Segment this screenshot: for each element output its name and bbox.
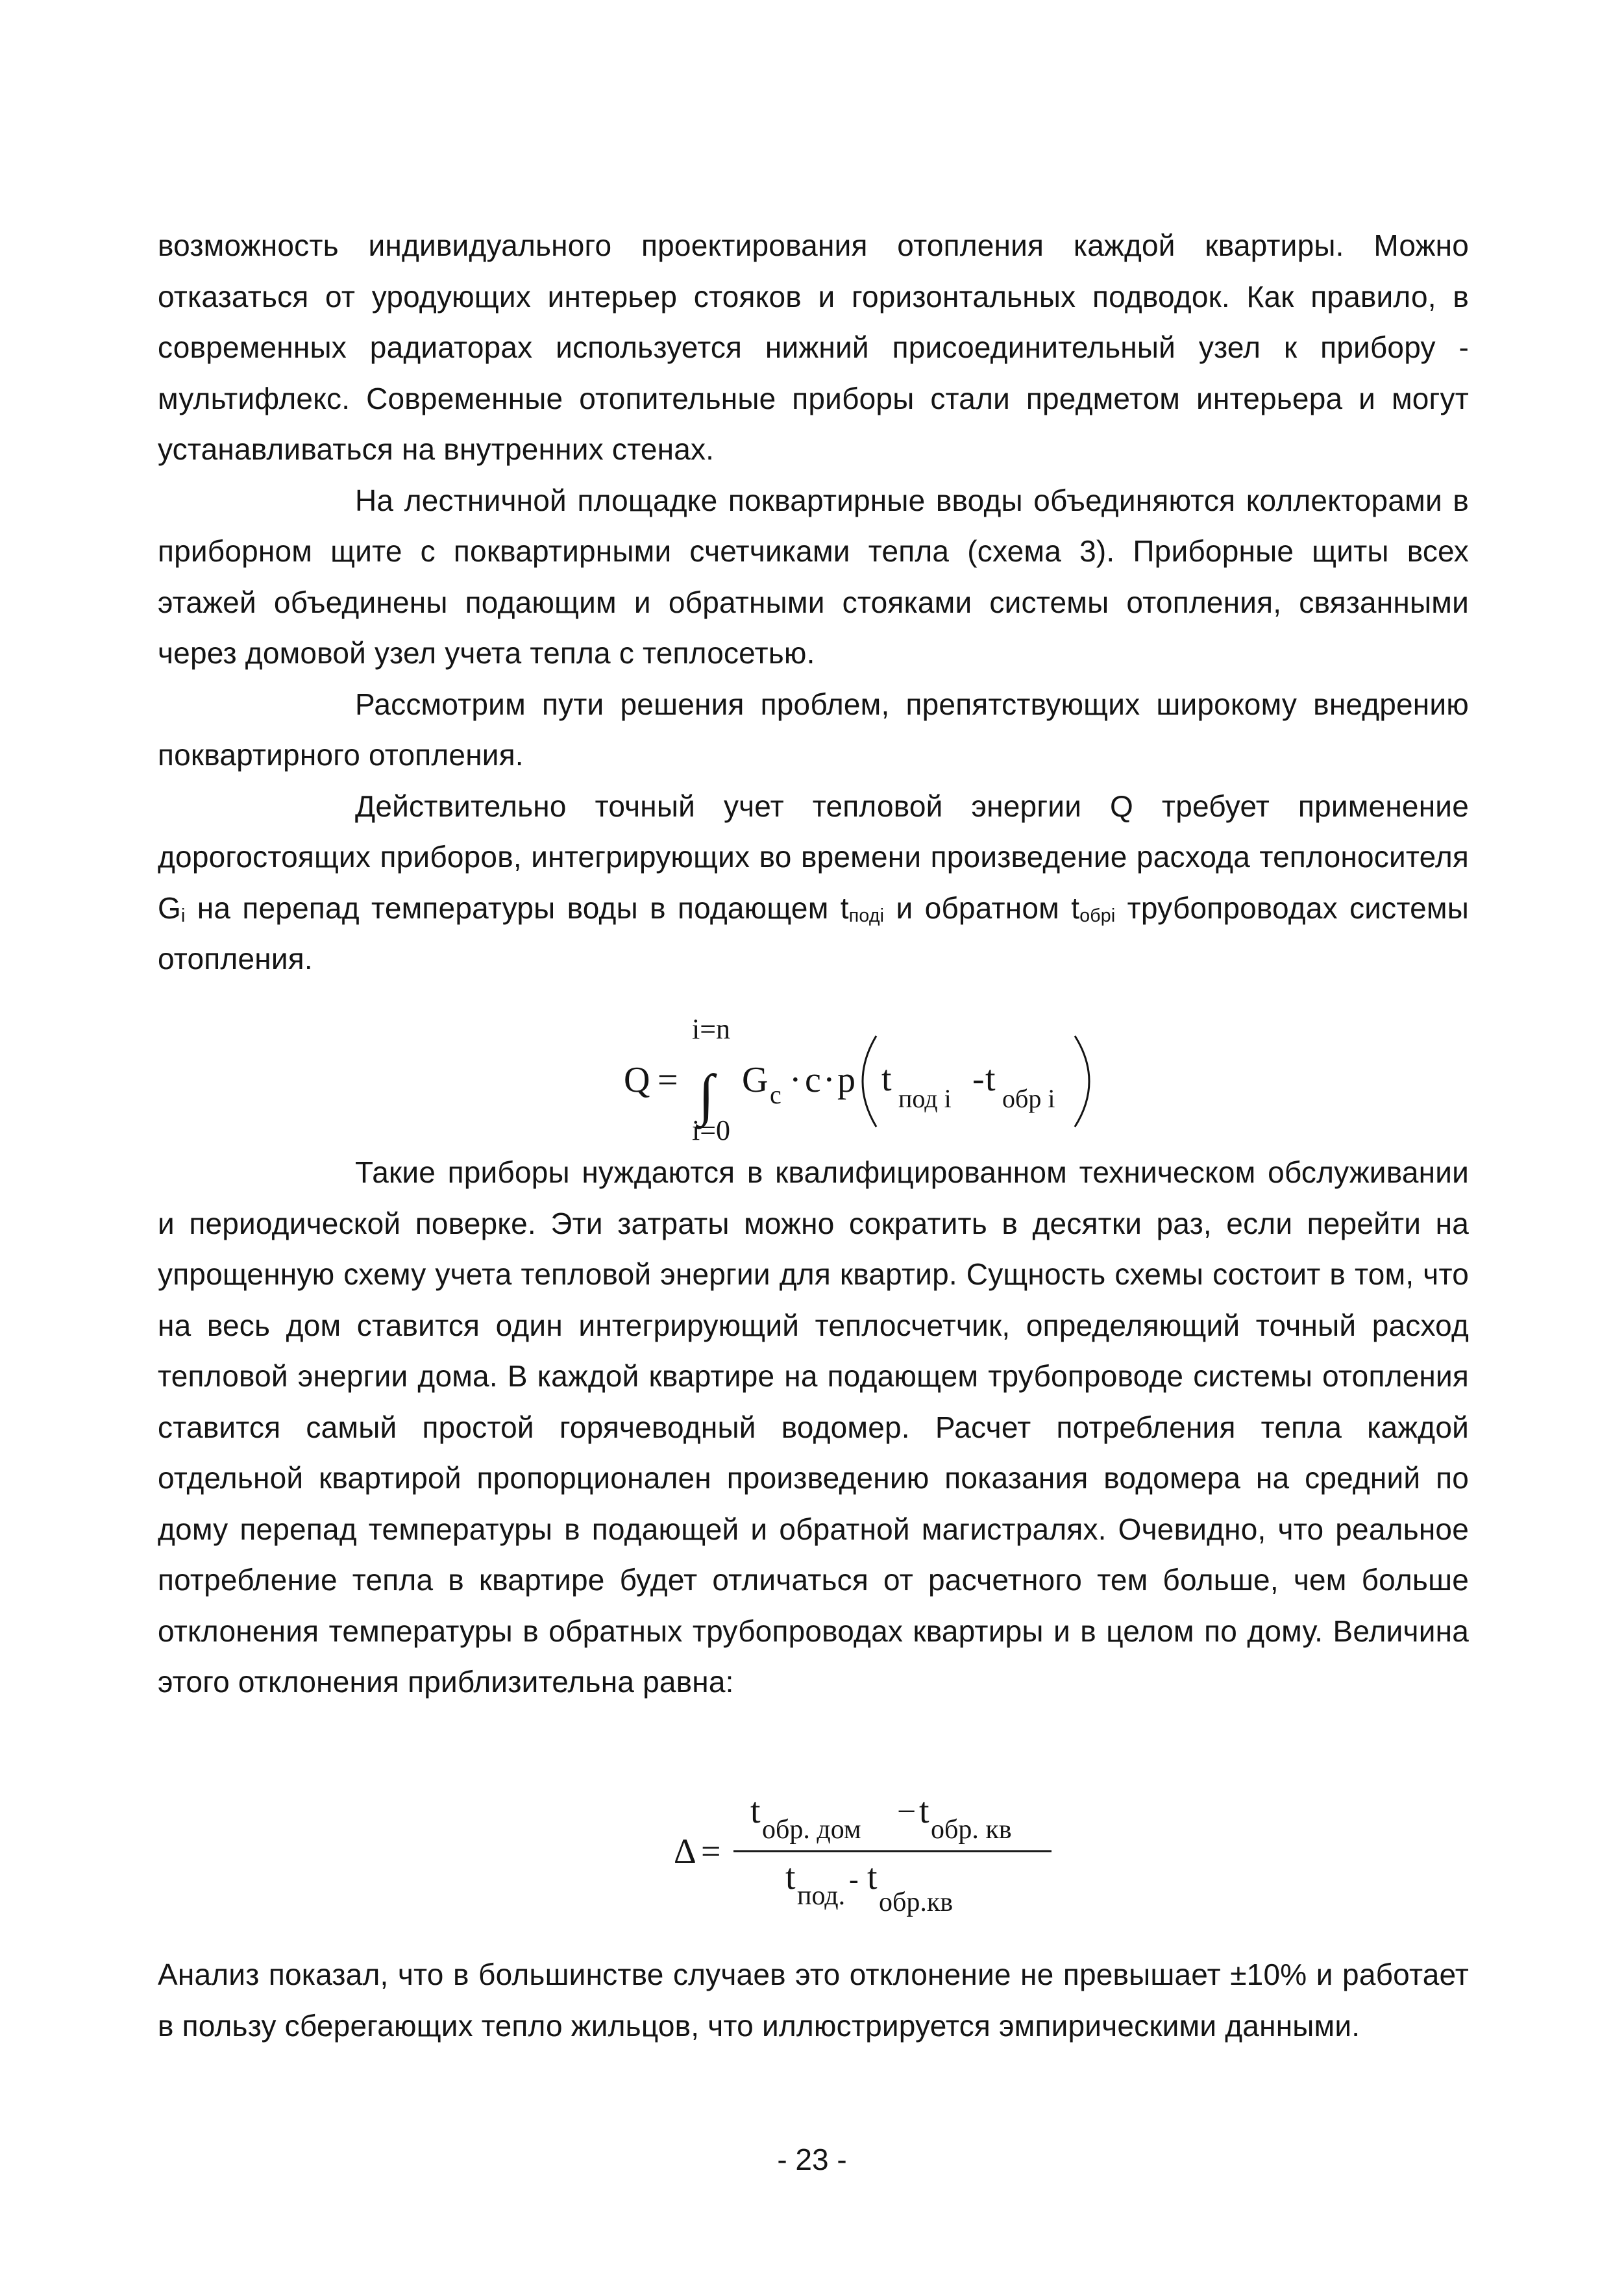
formula1-equals: = — [658, 1060, 678, 1100]
paragraph-3: Рассмотрим пути решения проблем, препятствующих широкому внедрению поквартирного отопления. — [158, 687, 1469, 772]
formula1-dot-2: · — [823, 1060, 835, 1100]
formula2-num-t2: t — [919, 1791, 929, 1831]
formula2-den-t1-sub: под. — [797, 1881, 846, 1911]
formula1-g-sub: c — [770, 1080, 781, 1109]
paragraph-4 — [158, 781, 1469, 985]
formula2-den-t2: t — [867, 1857, 878, 1897]
formula2-den-t1: t — [785, 1857, 796, 1897]
page-number: - 23 - — [777, 2143, 847, 2176]
text-block-middle — [158, 1147, 1469, 1708]
formula2-num-t1-sub: обр. дом — [762, 1815, 861, 1845]
paragraph-4-part-4: трубопроводах системы отопления. — [158, 891, 1469, 976]
formula-heat-integral — [622, 1005, 1128, 1154]
paragraph-4-part-2: на перепад температуры воды в подающем t — [185, 891, 849, 925]
formula1-integral-sign: ∫ — [698, 1064, 715, 1127]
paragraph-6: Анализ показал, что в большинстве случаев это отклонение не превышает ±10% и работает в пользу сберегающих тепло жильцов, что иллюстрируется эмпирическими данными. — [158, 1958, 1469, 2043]
paragraph-4-sub-3: обрi — [1079, 905, 1116, 926]
formula2-num-t2-sub: обр. кв — [931, 1815, 1012, 1845]
formula1-right-paren — [1075, 1036, 1089, 1127]
formula1-t2-sub: обр i — [1002, 1084, 1055, 1113]
formula-deviation — [674, 1786, 1063, 1929]
formula1-left-paren — [863, 1036, 876, 1127]
formula1-p: p — [837, 1060, 855, 1100]
formula2-equals: = — [701, 1832, 721, 1871]
formula2-num-t1: t — [750, 1791, 761, 1831]
formula1-g: G — [742, 1060, 769, 1100]
formula1-lhs: Q — [624, 1060, 650, 1100]
formula2-den-minus: - — [849, 1863, 859, 1895]
formula1-t1-sub: под i — [898, 1084, 952, 1113]
formula2-num-minus: − — [897, 1793, 917, 1830]
paragraph-4-part-1: Действительно точный учет тепловой энергии Q требует применение дорогостоящих приборов, интегрирующих во времени произведение расхода теплоносителя G — [158, 789, 1469, 925]
formula1-upper-limit: i=n — [692, 1013, 731, 1045]
paragraph-2: На лестничной площадке поквартирные вводы объединяются коллекторами в приборном щите с поквартирными счетчиками тепла (схема 3). Приборные щиты всех этажей объединены подающим и обратными стояками системы отопления, связанными через домовой узел учета тепла с теплосетью. — [158, 483, 1469, 670]
formula1-minus: - — [972, 1059, 985, 1099]
formula1-dot-1: · — [789, 1060, 802, 1100]
paragraph-4-part-3: и обратном t — [884, 891, 1080, 925]
paragraph-1: возможность индивидуального проектирования отопления каждой квартиры. Можно отказаться от уродующих интерьер стояков и горизонтальных подводок. Как правило, в современных радиаторах используется нижний присоединительный узел к прибору - мультифлекс. Современные отопительные приборы стали предметом интерьера и могут устанавливаться на внутренних стенах. — [158, 228, 1469, 466]
formula1-lower-limit: i=0 — [692, 1114, 731, 1146]
formula2-lhs: Δ — [674, 1832, 696, 1871]
formula1-c: c — [805, 1060, 821, 1100]
formula1-t2: t — [985, 1059, 996, 1099]
formula1-t1: t — [881, 1059, 892, 1099]
paragraph-5: Такие приборы нуждаются в квалифицированном техническом обслуживании и периодической поверке. Эти затраты можно сократить в десятки раз, если перейти на упрощенную схему учета тепловой энергии для квартир. Сущность схемы состоит в том, что на весь дом ставится один интегрирующий теплосчетчик, определяющий точный расход тепловой энергии дома. В каждой квартире на подающем трубопроводе системы отопления ставится самый простой горячеводный водомер. Расчет потребления тепла каждой отдельной квартирой пропорционален произведению показания водомера на средний по дому перепад температуры в подающей и обратной магистралях. Очевидно, что реальное потребление тепла в квартире будет отличаться от расчетного тем больше, чем больше отклонения температуры в обратных трубопроводах квартиры и в целом по дому. Величина этого отклонения приблизительна равна: — [158, 1155, 1469, 1699]
text-block-top — [158, 220, 1469, 985]
text-block-bottom — [158, 1949, 1469, 2051]
formula2-den-t2-sub: обр.кв — [879, 1887, 953, 1917]
paragraph-4-sub-2: подi — [848, 905, 885, 926]
paragraph-4-sub-1: i — [180, 905, 186, 926]
